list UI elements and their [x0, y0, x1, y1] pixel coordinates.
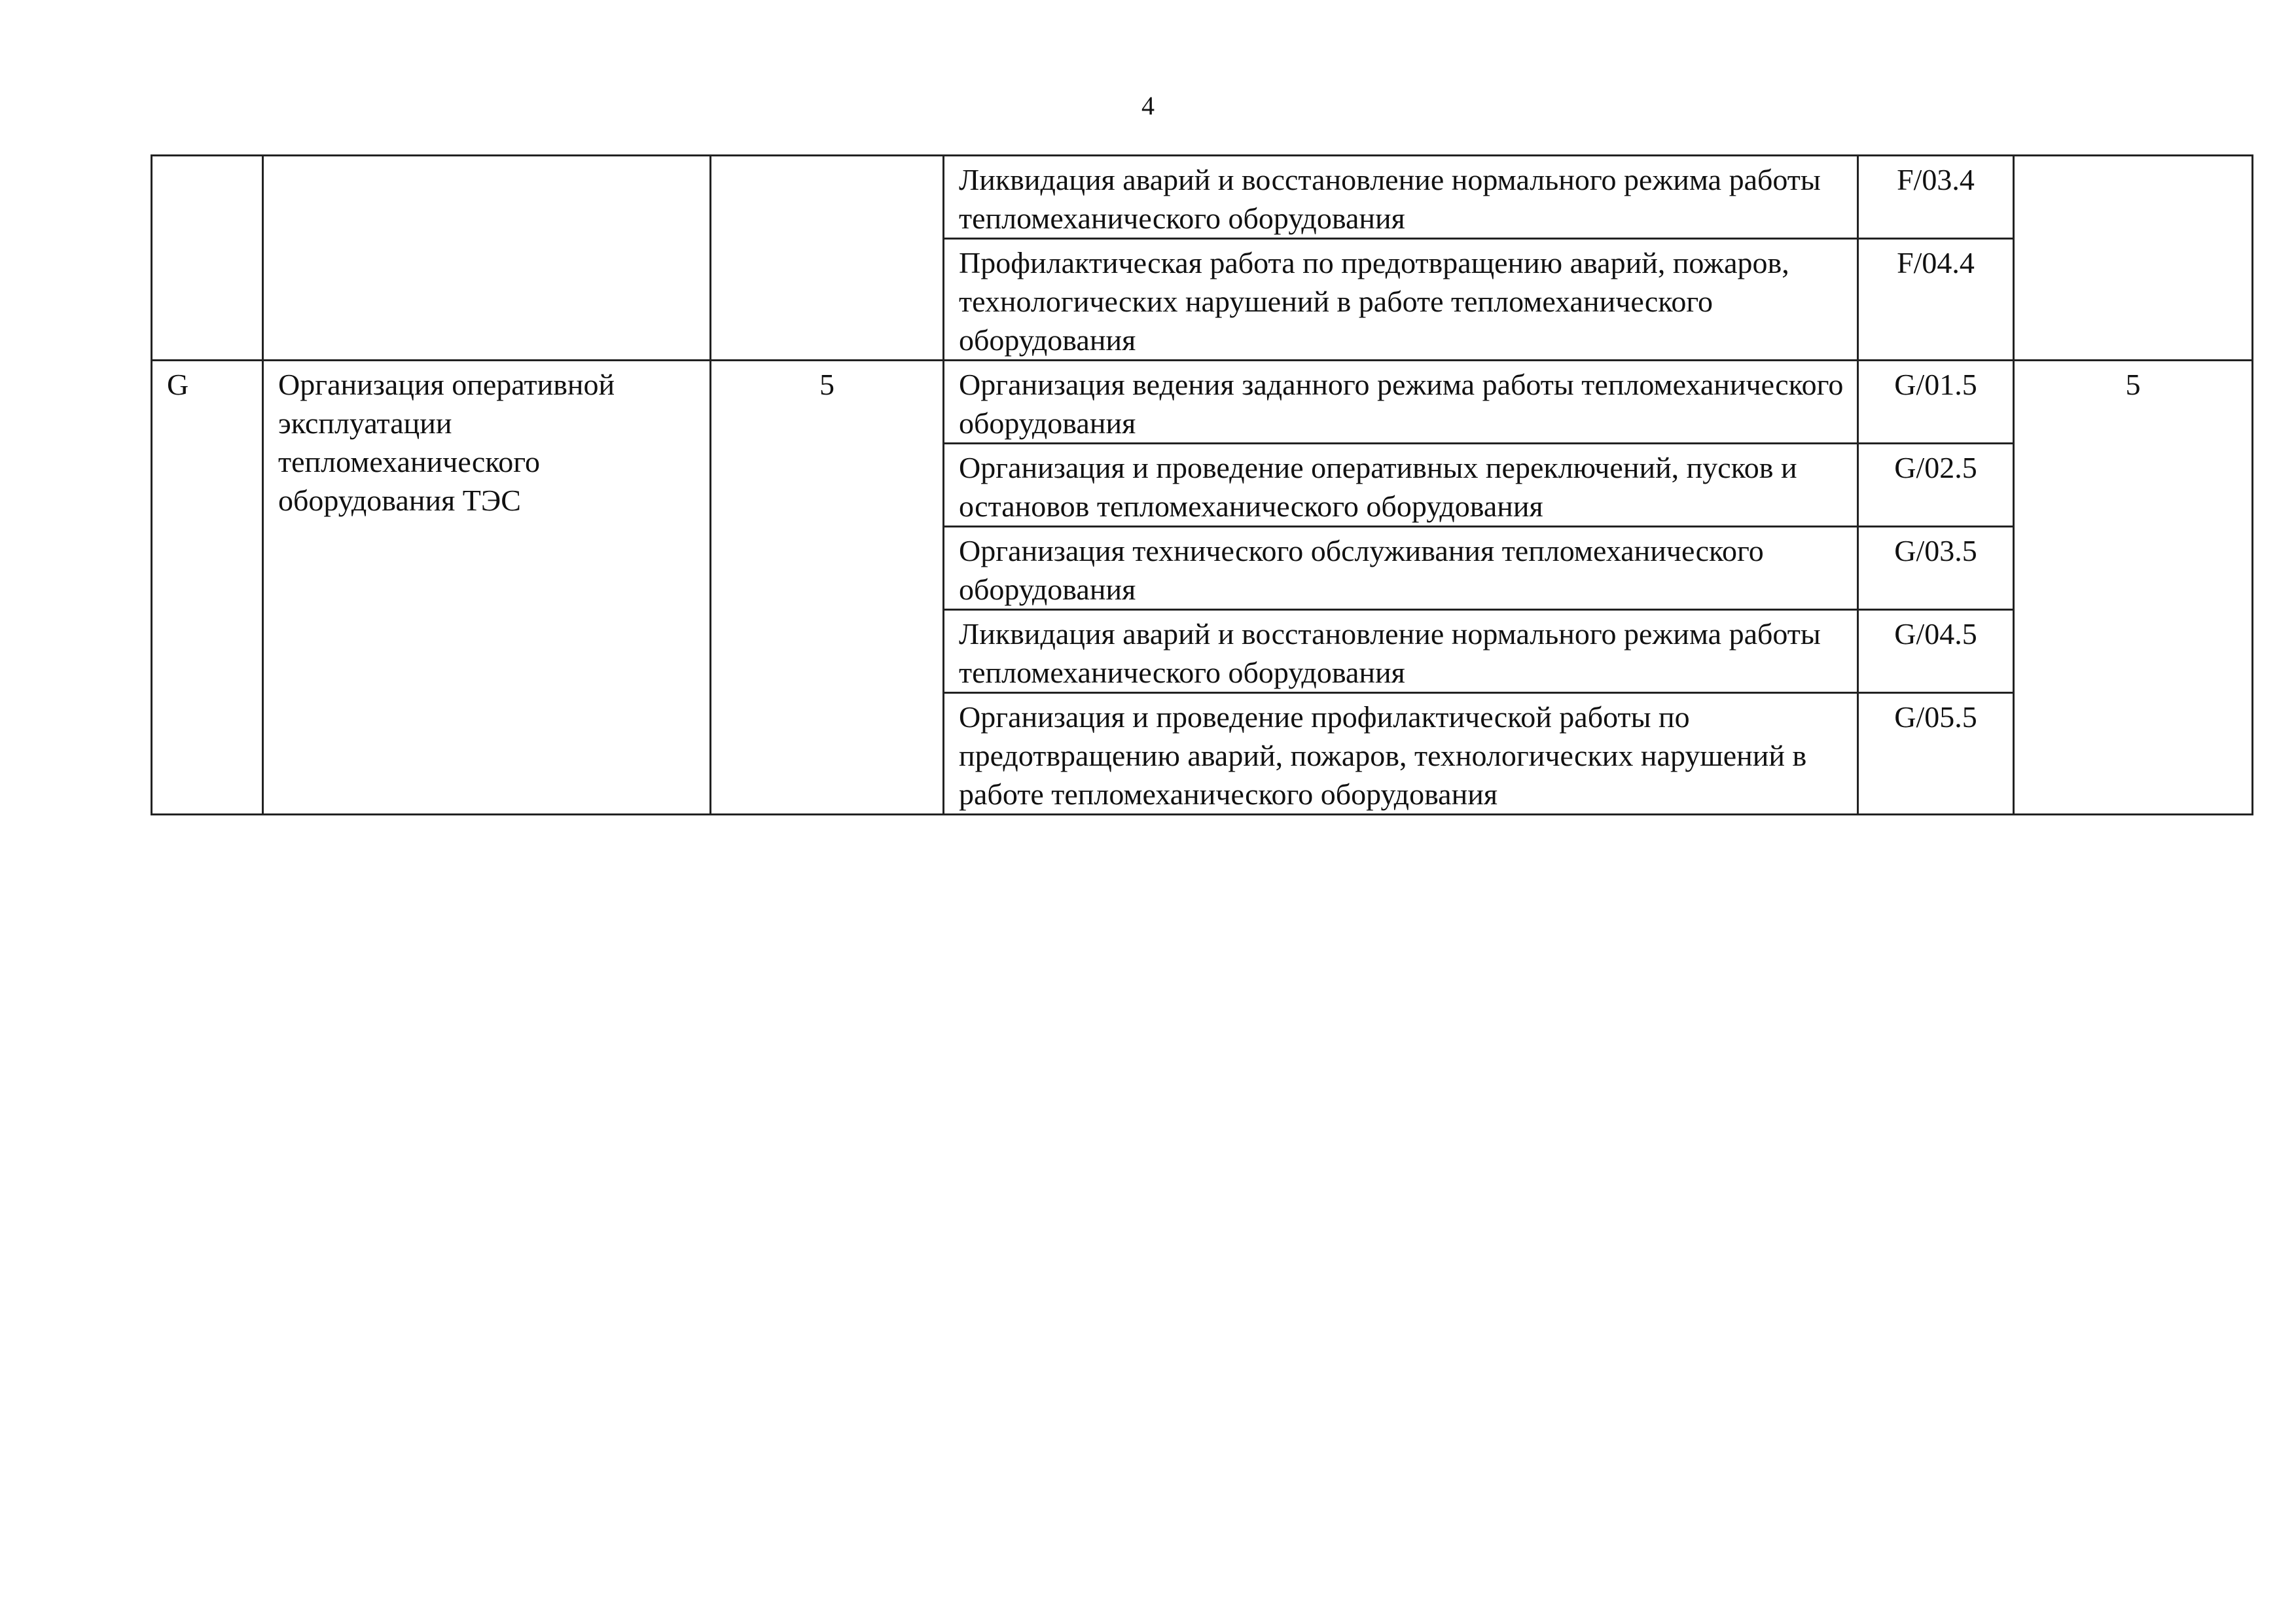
task-code: G/02.5: [1858, 444, 2014, 527]
task-code: G/04.5: [1858, 610, 2014, 693]
page-number: 4: [1141, 91, 1155, 120]
task-name: Организация и проведение оперативных переключений, пусков и остановов тепломеханического оборудования: [944, 444, 1858, 527]
task-code: F/03.4: [1858, 156, 2014, 239]
functions-table: [151, 154, 2253, 815]
group-f-level-cell: [711, 156, 944, 361]
task-name: Организация ведения заданного режима работы тепломеханического оборудования: [944, 361, 1858, 444]
task-name: Организация технического обслуживания тепломеханического оборудования: [944, 527, 1858, 610]
task-name: Профилактическая работа по предотвращению аварий, пожаров, технологических нарушений в работе тепломеханического оборудования: [944, 239, 1858, 361]
group-g-code: G: [152, 361, 263, 815]
group-g-level: 5: [711, 361, 944, 815]
table-row: [152, 361, 2253, 444]
task-code: G/03.5: [1858, 527, 2014, 610]
group-g-name: Организация оперативной эксплуатации тепломеханического оборудования ТЭС: [263, 361, 711, 815]
group-g-sublevel: 5: [2014, 361, 2253, 815]
group-f-code-cell: [152, 156, 263, 361]
group-f-name-cell: [263, 156, 711, 361]
task-name: Организация и проведение профилактической работы по предотвращению аварий, пожаров, технологических нарушений в работе тепломеханического оборудования: [944, 693, 1858, 815]
task-name: Ликвидация аварий и восстановление нормального режима работы тепломеханического оборудования: [944, 156, 1858, 239]
task-code: G/01.5: [1858, 361, 2014, 444]
group-f-sublevel-cell: [2014, 156, 2253, 361]
table-row: [152, 156, 2253, 239]
task-code: F/04.4: [1858, 239, 2014, 361]
task-name: Ликвидация аварий и восстановление нормального режима работы тепломеханического оборудования: [944, 610, 1858, 693]
task-code: G/05.5: [1858, 693, 2014, 815]
